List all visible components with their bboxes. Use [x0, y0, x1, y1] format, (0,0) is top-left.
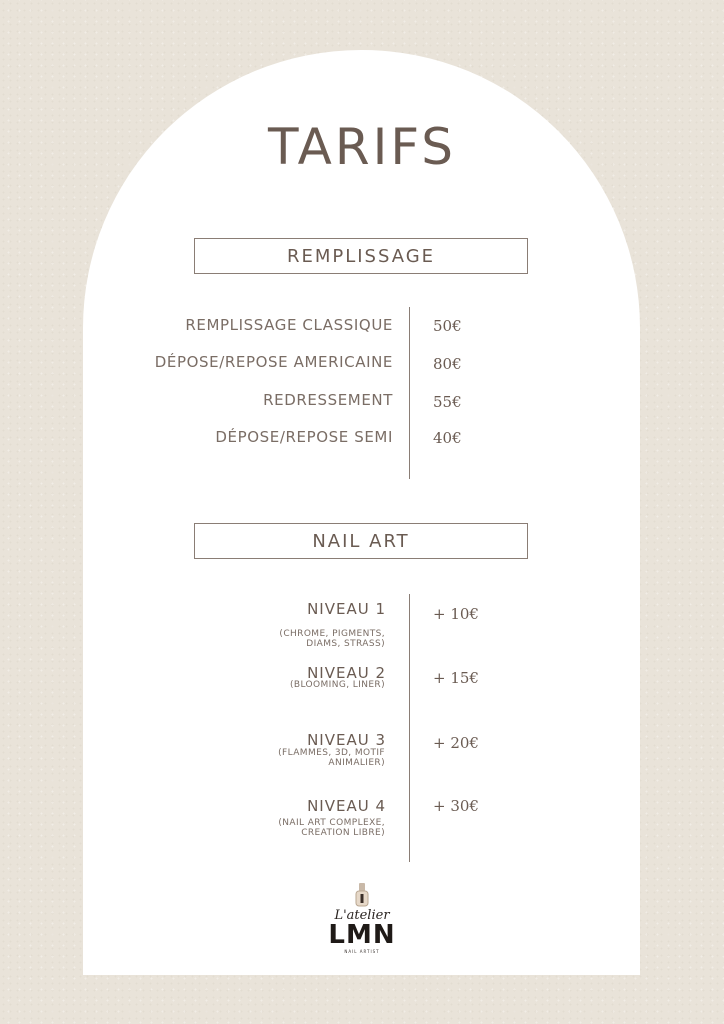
level-price: + 10€: [433, 605, 479, 623]
level-note: (CHROME, PIGMENTS,: [279, 629, 385, 639]
level-price: + 30€: [433, 797, 479, 815]
level-name: NIVEAU 2: [307, 664, 386, 682]
page-title: TARIFS: [268, 118, 456, 176]
remplissage-heading-box: [194, 238, 528, 274]
logo-tagline: NAIL ARTIST: [344, 949, 380, 954]
level-note: (NAIL ART COMPLEXE,: [278, 818, 385, 828]
brand-logo: [312, 880, 412, 962]
level-note: DIAMS, STRASS): [306, 639, 385, 649]
price-row-label: REMPLISSAGE CLASSIQUE: [185, 316, 393, 334]
level-name: NIVEAU 1: [307, 600, 386, 618]
price-row-value: 55€: [433, 393, 462, 411]
level-note: ANIMALIER): [328, 758, 385, 768]
nail-polish-bottle-icon: [354, 883, 370, 907]
logo-wordmark: LMN: [328, 920, 396, 950]
nail-art-divider: [409, 594, 410, 862]
level-note: (BLOOMING, LINER): [289, 680, 385, 690]
remplissage-heading: REMPLISSAGE: [286, 245, 436, 267]
logo-script-text: L'atelier: [334, 908, 390, 923]
price-row-value: 40€: [433, 429, 462, 447]
level-price: + 15€: [433, 669, 479, 687]
price-row-value: 50€: [433, 317, 462, 335]
price-row-label: DÉPOSE/REPOSE SEMI: [215, 428, 393, 446]
price-row-value: 80€: [433, 355, 462, 373]
level-note: CREATION LIBRE): [301, 828, 385, 838]
level-note: (FLAMMES, 3D, MOTIF: [278, 748, 385, 758]
nail-art-heading-box: [194, 523, 528, 559]
remplissage-divider: [409, 307, 410, 479]
level-name: NIVEAU 4: [307, 797, 386, 815]
level-price: + 20€: [433, 734, 479, 752]
price-row-label: REDRESSEMENT: [263, 391, 393, 409]
price-row-label: DÉPOSE/REPOSE AMERICAINE: [154, 353, 393, 371]
level-name: NIVEAU 3: [307, 731, 386, 749]
nail-art-heading: NAIL ART: [312, 530, 410, 552]
